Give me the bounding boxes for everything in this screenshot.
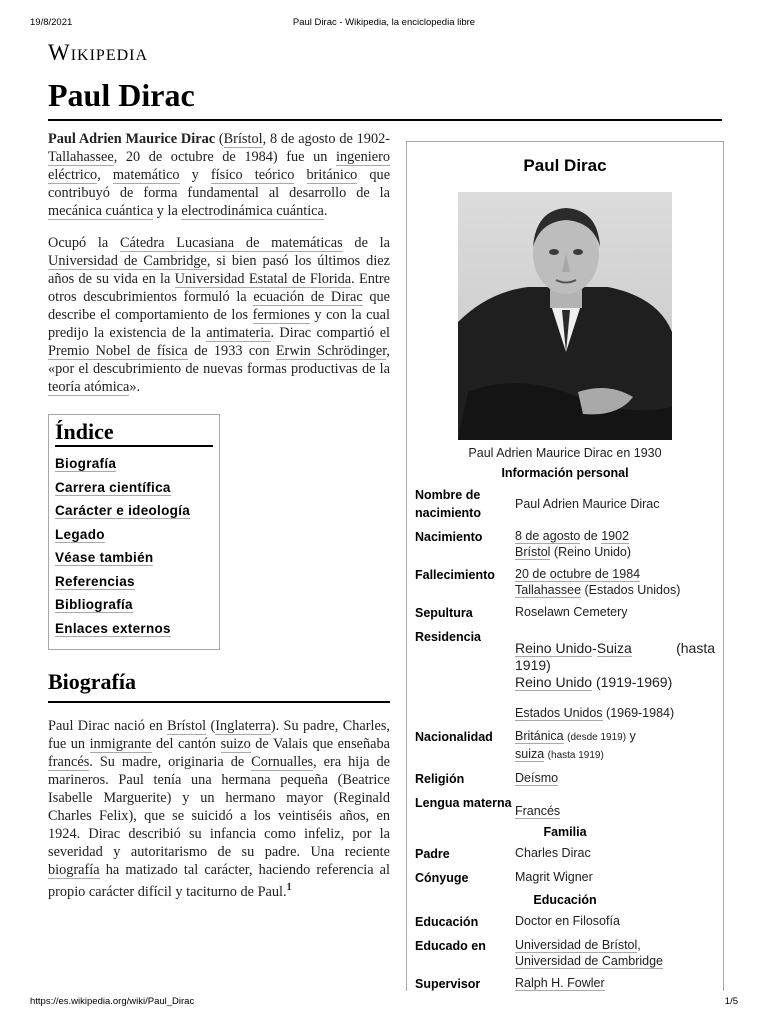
link-reino-unido-2[interactable]: Reino Unido: [515, 674, 593, 690]
para-text: de Valais que enseñaba: [255, 736, 390, 752]
row-nombre-nacimiento: [407, 486, 723, 522]
label-nombre-nacimiento: Nombre de nacimiento: [415, 488, 481, 520]
link-deismo[interactable]: Deísmo: [515, 771, 559, 785]
text: (hasta: [676, 640, 715, 656]
portrait-image: [458, 192, 672, 440]
value-nombre-nacimiento: Paul Adrien Maurice Dirac: [515, 497, 660, 511]
link-bristol-infobox[interactable]: Brístol: [515, 545, 551, 559]
text: (Reino Unido): [553, 545, 632, 559]
link-ralph-fowler[interactable]: Ralph H. Fowler: [515, 976, 605, 990]
para-text: ha matizado tal carácter, haciendo referencia al propio carácter difícil y taciturno de Paul.: [48, 862, 391, 900]
nacionalidad-1: [515, 728, 715, 746]
link-estados-unidos[interactable]: Estados Unidos: [515, 706, 603, 720]
row-educacion: [407, 913, 723, 931]
label-religion: Religión: [415, 772, 465, 786]
toc-item: [55, 526, 213, 545]
value-nacionalidad: [515, 728, 715, 764]
lead-text: ,: [97, 167, 101, 183]
section-educacion: Educación: [533, 893, 597, 907]
section-heading-biografia: Biografía: [48, 668, 390, 703]
link-mecanica-cuantica[interactable]: mecánica cuántica: [48, 203, 154, 219]
toc-title: Índice: [55, 423, 213, 447]
value-conyuge: Magrit Wigner: [515, 870, 593, 884]
link-suiza-nacionalidad[interactable]: suiza: [515, 747, 545, 761]
residencia-3: [515, 705, 715, 722]
link-ecuacion-dirac[interactable]: ecuación de Dirac: [253, 289, 363, 305]
row-supervisor: [407, 975, 723, 991]
portrait-photo[interactable]: [458, 192, 672, 440]
link-teoria-atomica[interactable]: teoría atómica: [48, 379, 130, 395]
toc-item: [55, 620, 213, 639]
value-lengua-materna: [515, 794, 715, 819]
section-informacion-personal: Información personal: [501, 466, 629, 480]
link-fermiones[interactable]: fermiones: [252, 307, 310, 323]
row-padre: [407, 845, 723, 863]
link-cornualles[interactable]: Cornualles: [251, 754, 314, 770]
educado-1: [515, 937, 715, 953]
value-educado-en: [515, 937, 715, 969]
text: de: [583, 529, 598, 543]
link-bristol-bio[interactable]: Brístol: [167, 718, 207, 734]
toc-item: [55, 479, 213, 498]
value-fallecimiento: [515, 566, 715, 598]
page-title: Paul Dirac: [48, 76, 722, 121]
label-supervisor: Supervisor: [415, 977, 481, 991]
link-inglaterra[interactable]: Inglaterra: [215, 718, 271, 734]
toc-item: [55, 502, 213, 521]
para-text: del cantón: [156, 736, 217, 752]
para-text: de la: [354, 235, 391, 251]
print-header: [0, 17, 768, 31]
toc-link-caracter-ideologia[interactable]: Carácter e ideología: [55, 503, 191, 518]
infobox-title: Paul Dirac: [523, 156, 607, 175]
toc-link-referencias[interactable]: Referencias: [55, 573, 135, 589]
para-text: . Dirac compartió el: [270, 325, 391, 341]
residencia-1-places: [515, 640, 632, 657]
print-page-title: Paul Dirac - Wikipedia, la enciclopedia libre: [292, 17, 476, 28]
row-religion: [407, 770, 723, 788]
toc-item: [55, 549, 213, 568]
value-padre: Charles Dirac: [515, 846, 591, 860]
educado-2: [515, 953, 715, 969]
text: (desde 1919): [567, 732, 627, 743]
toc-link-carrera-cientifica[interactable]: Carrera científica: [55, 479, 171, 495]
link-universidad-florida[interactable]: Universidad Estatal de Florida: [174, 271, 352, 287]
row-sepultura: [407, 604, 723, 622]
link-universidad-cambridge-infobox[interactable]: Universidad de Cambridge: [515, 954, 663, 968]
section-familia: Familia: [543, 825, 587, 839]
text: y: [629, 729, 636, 743]
label-padre: Padre: [415, 847, 450, 861]
lead-text: y: [191, 167, 199, 183]
toc-link-biografia[interactable]: Biografía: [55, 456, 117, 471]
photo-caption: Paul Adrien Maurice Dirac en 1930: [468, 446, 662, 460]
toc-link-vease-tambien[interactable]: Véase también: [55, 550, 154, 565]
link-catedra-lucasiana[interactable]: Cátedra Lucasiana de matemáticas: [119, 235, 343, 251]
link-1902[interactable]: 1902: [601, 529, 630, 543]
lead-text: y la: [156, 203, 178, 219]
lead-text: , 8 de agosto de 1902-: [262, 131, 390, 147]
toc-link-bibliografia[interactable]: Bibliografía: [55, 597, 133, 612]
link-tallahassee-infobox[interactable]: Tallahassee: [515, 583, 582, 597]
lead-text: .: [323, 203, 328, 219]
print-footer: [0, 996, 768, 1010]
toc-link-legado[interactable]: Legado: [55, 526, 105, 542]
row-lengua-materna: [407, 794, 723, 819]
row-conyuge: [407, 869, 723, 887]
lead-text: que contribuyó de forma fundamental al desarrollo de la: [48, 167, 391, 201]
residencia-1: [515, 640, 715, 657]
residencia-2: [515, 674, 715, 691]
label-nacionalidad: Nacionalidad: [415, 730, 493, 744]
link-reino-unido-1[interactable]: Reino Unido: [515, 640, 593, 656]
text: -: [592, 640, 597, 656]
fallecimiento-date: [515, 566, 715, 582]
text: (hasta 1919): [547, 750, 604, 761]
infobox: [406, 141, 724, 991]
para-text: de 1933 con: [194, 343, 270, 359]
nacimiento-place: [515, 544, 715, 560]
link-britanico[interactable]: británico: [306, 167, 358, 183]
toc-link-enlaces-externos[interactable]: Enlaces externos: [55, 620, 171, 636]
toc-item: [55, 596, 213, 615]
row-nacionalidad: [407, 728, 723, 764]
label-fallecimiento: Fallecimiento: [415, 568, 495, 582]
value-nacimiento: [515, 528, 715, 560]
link-suizo[interactable]: suizo: [220, 736, 251, 752]
label-lengua-materna: Lengua materna: [415, 796, 512, 810]
link-universidad-bristol[interactable]: Universidad de Brístol: [515, 938, 638, 952]
article-body: [48, 130, 390, 915]
para-text: . Entre otros descubrimientos formuló la: [48, 271, 390, 305]
para-text: , «por el descubrimiento de nuevas formas productivas de la: [48, 343, 390, 377]
para-text: Paul Dirac nació en: [48, 718, 163, 734]
table-of-contents: [48, 414, 220, 650]
para-text: y con la cual predijo la existencia de la: [48, 307, 390, 341]
label-conyuge: Cónyuge: [415, 871, 469, 885]
link-matematico[interactable]: matemático: [112, 167, 180, 183]
value-residencia: [515, 628, 715, 722]
para-text: ».: [129, 379, 141, 395]
label-nacimiento: Nacimiento: [415, 530, 483, 544]
value-educacion: Doctor en Filosofía: [515, 914, 620, 928]
wikipedia-wordmark[interactable]: Wikipedia: [48, 40, 149, 65]
text: (1969-1984): [606, 706, 675, 720]
text: (1919-1969): [595, 674, 673, 690]
value-supervisor: [515, 975, 715, 991]
second-paragraph: [48, 234, 390, 396]
para-text: que describe el comportamiento de los: [48, 289, 391, 323]
link-electrodinamica-cuantica[interactable]: electrodinámica cuántica: [181, 203, 324, 219]
text: (Estados Unidos): [584, 583, 681, 597]
reference-marker[interactable]: 1: [286, 882, 292, 893]
nacionalidad-2: [515, 746, 715, 764]
para-text: (: [210, 718, 216, 734]
link-erwin-schrodinger[interactable]: Erwin Schrödinger: [275, 343, 387, 359]
fallecimiento-place: [515, 582, 715, 598]
link-tallahassee[interactable]: Tallahassee: [48, 149, 114, 165]
value-sepultura: Roselawn Cemetery: [515, 605, 628, 619]
link-universidad-cambridge[interactable]: Universidad de Cambridge: [48, 253, 207, 269]
lead-text: (: [218, 131, 224, 147]
label-educacion: Educación: [415, 915, 479, 929]
link-biografia[interactable]: biografía: [48, 862, 100, 878]
row-fallecimiento: [407, 566, 723, 598]
para-text: . Su madre, originaria de: [89, 754, 245, 770]
link-ingeniero-electrico[interactable]: ingeniero eléctrico: [48, 149, 391, 183]
lead-name: Paul Adrien Maurice Dirac: [48, 131, 216, 147]
print-date: 19/8/2021: [30, 17, 73, 28]
print-url: https://es.wikipedia.org/wiki/Paul_Dirac: [30, 996, 195, 1007]
link-premio-nobel[interactable]: Premio Nobel de física: [48, 343, 188, 359]
text: ,: [637, 938, 641, 952]
row-residencia: [407, 628, 723, 722]
para-text: Ocupó la: [48, 235, 109, 251]
print-page-number: 1/5: [724, 996, 738, 1007]
label-sepultura: Sepultura: [415, 606, 473, 620]
para-text: , si bien pasó los últimos diez años de su vida en la: [48, 253, 390, 287]
link-frances[interactable]: francés: [48, 754, 90, 770]
link-inmigrante[interactable]: inmigrante: [89, 736, 152, 752]
link-antimateria[interactable]: antimateria: [206, 325, 271, 341]
toc-item: [55, 573, 213, 592]
para-text: , era hija de marineros. Paul tenía una hermana pequeña (Beatrice Isabelle Marguerite) y un hermano mayor (Reginald Charles Felix), que se suicidó a los veintiséis años, en 1924. Dirac describió su infancia como infeliz, por la severidad y autoritarismo de su padre. Una reciente: [48, 754, 390, 860]
row-nacimiento: [407, 528, 723, 560]
residencia-1-year: 1919): [515, 657, 551, 673]
lead-paragraph: [48, 130, 390, 220]
biografia-paragraph: [48, 717, 390, 901]
link-20-octubre-1984[interactable]: 20 de octubre de 1984: [515, 567, 641, 581]
para-text: ). Su padre, Charles, fue un: [48, 718, 390, 752]
link-suiza-residencia[interactable]: Suiza: [596, 640, 632, 656]
label-educado-en: Educado en: [415, 939, 486, 953]
link-8-de-agosto[interactable]: 8 de agosto: [515, 529, 581, 543]
link-bristol[interactable]: Brístol: [223, 131, 263, 147]
nacimiento-date: [515, 528, 715, 544]
toc-item: [55, 455, 213, 474]
row-educado-en: [407, 937, 723, 969]
link-fisico-teorico[interactable]: físico teórico: [210, 167, 295, 183]
toc-list: [55, 455, 213, 638]
link-frances-infobox[interactable]: Francés: [515, 804, 561, 818]
link-britanica[interactable]: Británica: [515, 729, 564, 743]
label-residencia: Residencia: [415, 630, 482, 644]
value-religion: [515, 770, 715, 788]
lead-text: , 20 de octubre de 1984) fue un: [113, 149, 328, 165]
